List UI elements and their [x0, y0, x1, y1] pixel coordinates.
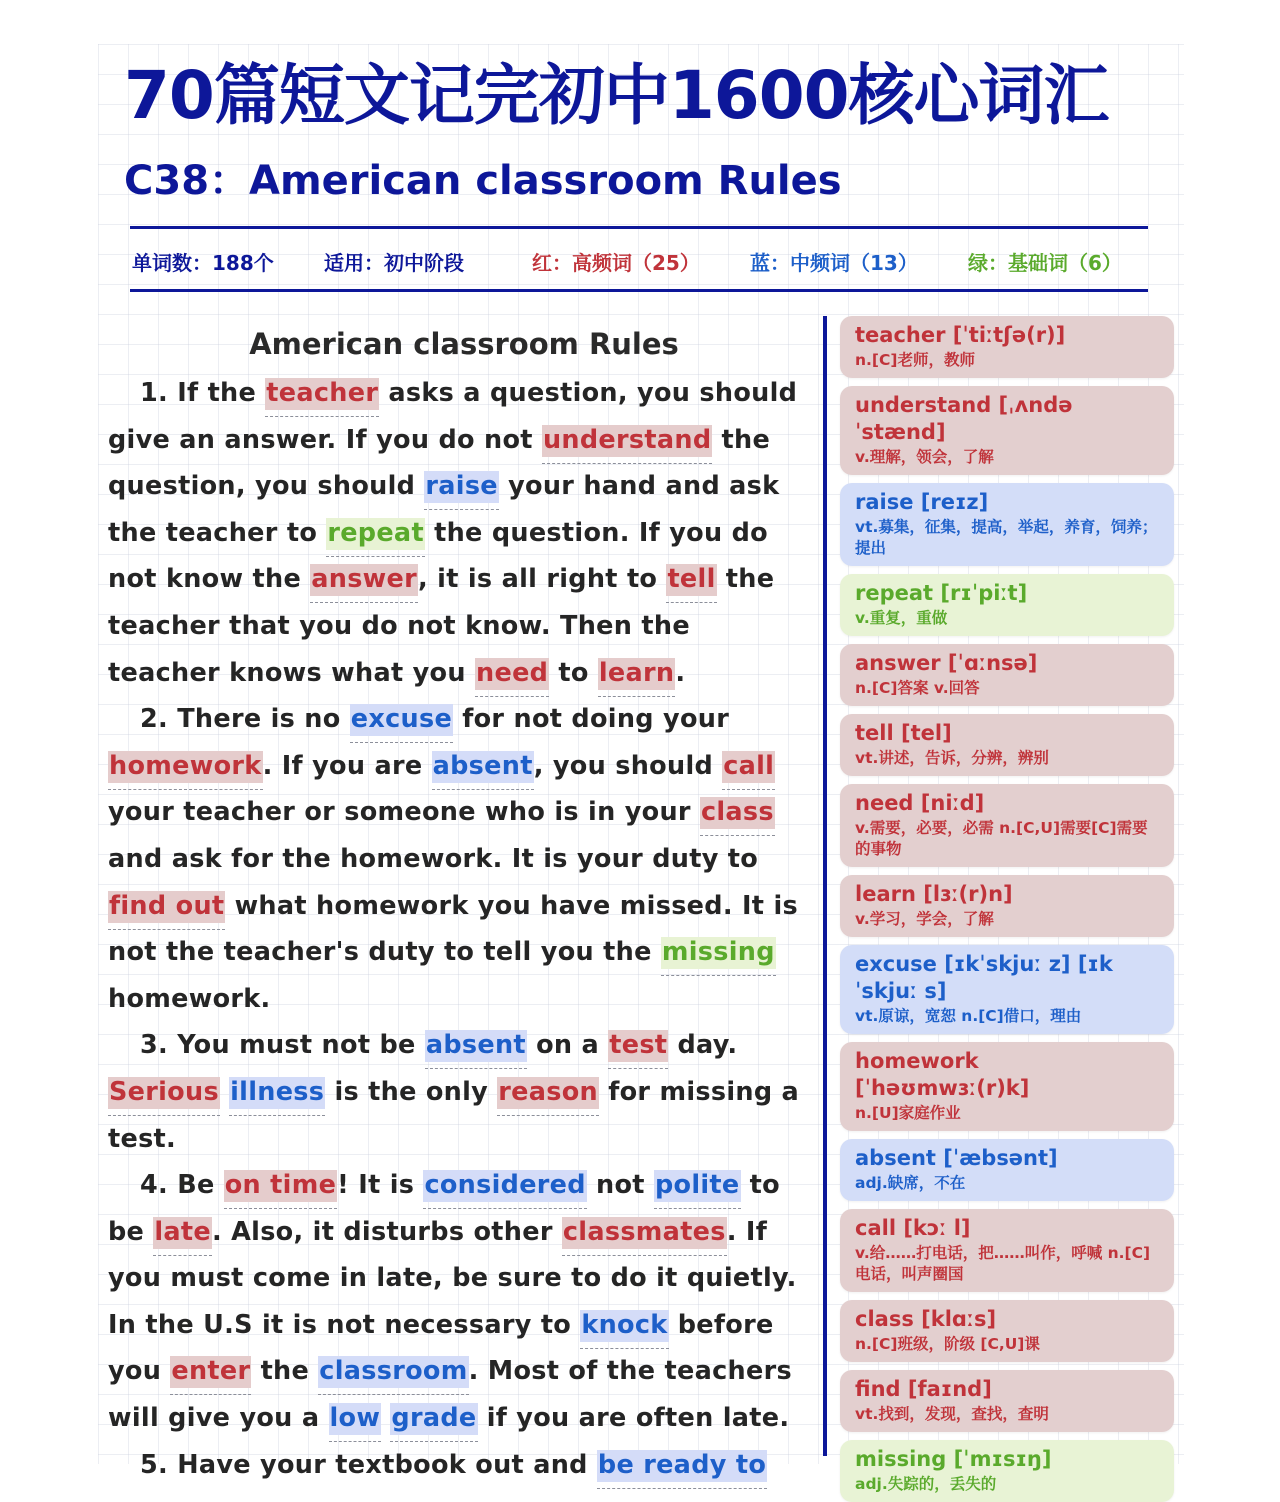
- highlighted-word: illness: [230, 1076, 325, 1107]
- article-text: and ask for the homework. It is your duty to: [108, 843, 759, 874]
- vocab-phonetic: [ˈhəʊmwɜː(r)k]: [855, 1076, 1030, 1100]
- header-divider-top: [130, 226, 1148, 229]
- article-paragraph: [108, 696, 808, 1022]
- vocab-word: homework: [855, 1049, 979, 1073]
- article-text: the question. If you do not know the: [108, 517, 768, 595]
- vocab-phonetic: [rɪˈpiːt]: [933, 581, 1028, 605]
- vocab-card-understand: [840, 386, 1174, 475]
- article-text: not: [586, 1170, 654, 1201]
- highlighted-word: late: [154, 1216, 211, 1247]
- vocab-list: [840, 316, 1174, 1502]
- vocab-card-class: [840, 1300, 1174, 1362]
- highlighted-word: homework: [109, 750, 262, 781]
- vocab-word: need: [855, 791, 914, 815]
- article-text: if you are often late.: [477, 1403, 790, 1434]
- vocab-card-find: [840, 1370, 1174, 1432]
- article-paragraph: [108, 1162, 808, 1442]
- vocab-definition: v.需要，必要，必需 n.[C,U]需要[C]需要的事物: [855, 819, 1148, 858]
- article-text: ! It is: [337, 1170, 424, 1201]
- highlighted-word: teacher: [266, 378, 379, 408]
- page-title: 70篇短文记完初中1600核心词汇: [124, 57, 1109, 134]
- highlighted-word: call: [723, 750, 775, 781]
- vocab-card-excuse: [840, 945, 1174, 1034]
- article-text: . Also, it disturbs other: [211, 1216, 562, 1247]
- highlighted-word: answer: [311, 564, 418, 595]
- legend-blue: 蓝：中频词（13）: [750, 250, 918, 275]
- vocab-headword: [855, 720, 1160, 747]
- vocab-word: teacher: [855, 323, 946, 347]
- highlighted-word: grade: [391, 1403, 477, 1434]
- article-body: [108, 370, 808, 1488]
- highlighted-word: classmates: [562, 1216, 726, 1247]
- vocab-word: repeat: [855, 581, 934, 605]
- highlighted-word: learn: [598, 657, 675, 688]
- vocab-word: absent: [855, 1146, 936, 1170]
- vocab-phonetic: [niːd]: [913, 791, 985, 815]
- vocab-definition: vt.原谅，宽恕 n.[C]借口，理由: [855, 1007, 1082, 1025]
- article-text: for missing a test.: [108, 1076, 800, 1154]
- vocab-headword: [855, 881, 1160, 908]
- vocab-phonetic: [ɪkˈskjuː z] [ɪkˈskjuː s]: [855, 952, 1113, 1003]
- vocab-headword: [855, 580, 1160, 607]
- column-divider: [823, 316, 827, 1456]
- highlighted-word: low: [329, 1403, 381, 1434]
- vocab-phonetic: [kɔː l]: [896, 1216, 971, 1240]
- vocab-definition: v.重复，重做: [855, 609, 948, 627]
- article-text: , you should: [533, 750, 723, 781]
- vocab-phonetic: [klɑːs]: [913, 1307, 997, 1331]
- highlighted-word: knock: [581, 1309, 668, 1340]
- legend-red: 红：高频词（25）: [532, 250, 700, 275]
- article-text: 1. If the: [140, 378, 266, 408]
- vocab-definition: n.[C]答案 v.回答: [855, 679, 980, 697]
- vocab-definition: n.[C]班级，阶级 [C,U]课: [855, 1335, 1040, 1353]
- highlighted-word: repeat: [327, 517, 424, 548]
- vocab-word: tell: [855, 721, 894, 745]
- article-paragraph: [108, 1022, 808, 1162]
- vocab-phonetic: [ˈɑːnsə]: [940, 651, 1038, 675]
- vocab-definition: v.学习，学会，了解: [855, 910, 994, 928]
- vocab-card-call: [840, 1209, 1174, 1292]
- article-text: your teacher or someone who is in your: [108, 797, 700, 828]
- article-text: day.: [668, 1030, 738, 1061]
- vocab-word: missing: [855, 1447, 947, 1471]
- stats-bar: [132, 246, 1122, 276]
- article-paragraph: [108, 1442, 808, 1489]
- vocab-definition: n.[C]老师，教师: [855, 351, 975, 369]
- highlighted-word: need: [476, 657, 549, 688]
- vocab-card-teacher: [840, 316, 1174, 378]
- article-text: the: [251, 1356, 319, 1387]
- highlighted-word: class: [700, 797, 774, 828]
- vocab-headword: [855, 650, 1160, 677]
- article-text: 4. Be: [140, 1170, 224, 1201]
- vocab-headword: [855, 1215, 1160, 1242]
- vocab-word: find: [855, 1377, 901, 1401]
- article-text: . If you are: [262, 750, 432, 781]
- article-text: for not doing your: [453, 704, 730, 735]
- vocab-phonetic: [ˈmɪsɪŋ]: [946, 1447, 1052, 1471]
- article-text: before you: [108, 1309, 774, 1387]
- vocab-headword: [855, 392, 1160, 446]
- highlighted-word: find out: [109, 890, 225, 921]
- highlighted-word: understand: [542, 424, 712, 455]
- vocab-headword: [855, 790, 1160, 817]
- highlighted-word: reason: [498, 1076, 599, 1107]
- article-text: on a: [526, 1030, 609, 1061]
- vocab-headword: [855, 951, 1160, 1005]
- vocab-headword: [855, 1376, 1160, 1403]
- vocab-card-answer: [840, 644, 1174, 706]
- article-text: what homework you have missed. It is not the teacher's duty to tell you the: [108, 890, 798, 968]
- highlighted-word: on time: [224, 1170, 337, 1201]
- article-text: . If you must come in late, be sure to do it quietly. In the U.S it is not necessary to: [108, 1216, 797, 1340]
- vocab-word: learn: [855, 882, 916, 906]
- lesson-subtitle: C38：American classroom Rules: [124, 158, 842, 204]
- article-text: .: [675, 657, 686, 688]
- vocab-definition: v.给……打电话，把……叫作，呼喊 n.[C]电话，叫声圈国: [855, 1244, 1151, 1283]
- vocab-definition: adj.失踪的，丢失的: [855, 1475, 997, 1493]
- vocab-card-learn: [840, 875, 1174, 937]
- vocab-phonetic: [lɜː(r)n]: [915, 882, 1013, 906]
- vocab-word: answer: [855, 651, 941, 675]
- vocab-definition: vt.讲述，告诉，分辨，辨别: [855, 749, 1049, 767]
- vocab-phonetic: [ˈæbsənt]: [935, 1146, 1058, 1170]
- vocab-card-tell: [840, 714, 1174, 776]
- vocab-card-repeat: [840, 574, 1174, 636]
- word-count: 单词数：188个: [132, 250, 274, 275]
- article-text: the teacher that you do not know. Then the teacher knows what you: [108, 564, 775, 688]
- header-divider-bottom: [130, 289, 1148, 292]
- vocab-headword: [855, 489, 1160, 516]
- vocab-headword: [855, 1048, 1160, 1102]
- article-paragraph: [108, 370, 808, 696]
- article-text: your hand and ask the teacher to: [108, 471, 780, 548]
- vocab-word: raise: [855, 490, 914, 514]
- article-text: the question, you should: [108, 424, 771, 502]
- vocab-headword: [855, 1446, 1160, 1473]
- highlighted-word: enter: [171, 1356, 251, 1387]
- article-text: 5. Have your textbook out and: [140, 1449, 597, 1480]
- article-text: . Most of the teachers will give you a: [108, 1356, 792, 1434]
- vocab-definition: adj.缺席，不在: [855, 1174, 966, 1192]
- vocab-definition: n.[U]家庭作业: [855, 1104, 961, 1122]
- article-title: American classroom Rules: [249, 327, 679, 361]
- vocab-card-need: [840, 784, 1174, 867]
- vocab-card-raise: [840, 483, 1174, 566]
- highlighted-word: missing: [661, 937, 775, 968]
- vocab-headword: [855, 1145, 1160, 1172]
- vocab-word: class: [855, 1307, 914, 1331]
- article-text: asks a question, you should give an answer. If you do not: [108, 378, 798, 455]
- highlighted-word: Serious: [109, 1076, 219, 1107]
- highlighted-word: absent: [432, 750, 533, 781]
- vocab-phonetic: [ˈtiːtʃə(r)]: [945, 323, 1066, 347]
- article-text: , it is all right to: [418, 564, 667, 595]
- article-text: homework.: [108, 983, 271, 1014]
- highlighted-word: excuse: [350, 704, 453, 735]
- vocab-word: understand: [855, 393, 992, 417]
- vocab-word: call: [855, 1216, 897, 1240]
- vocab-card-absent: [840, 1139, 1174, 1201]
- vocab-word: excuse: [855, 952, 937, 976]
- legend-green: 绿：基础词（6）: [968, 250, 1122, 275]
- article-text: 3. You must not be: [140, 1030, 425, 1061]
- highlighted-word: polite: [654, 1170, 740, 1201]
- highlighted-word: raise: [425, 471, 498, 502]
- level-label: 适用：初中阶段: [324, 250, 464, 275]
- highlighted-word: test: [609, 1030, 668, 1061]
- vocab-phonetic: [faɪnd]: [900, 1377, 992, 1401]
- article-text: 2. There is no: [140, 704, 350, 735]
- article-text: to be: [108, 1170, 780, 1247]
- vocab-card-missing: [840, 1440, 1174, 1502]
- highlighted-word: tell: [667, 564, 716, 595]
- highlighted-word: considered: [424, 1170, 586, 1201]
- article-text: to: [549, 657, 598, 688]
- vocab-phonetic: [reɪz]: [913, 490, 989, 514]
- vocab-definition: vt.找到，发现，查找，查明: [855, 1405, 1049, 1423]
- vocab-phonetic: [ˌʌndəˈstænd]: [855, 393, 1073, 444]
- vocab-phonetic: [tel]: [893, 721, 952, 745]
- highlighted-word: classroom: [319, 1356, 468, 1387]
- highlighted-word: be ready to: [597, 1449, 767, 1480]
- article-text: is the only: [325, 1076, 498, 1107]
- vocab-headword: [855, 322, 1160, 349]
- vocab-definition: v.理解，领会，了解: [855, 448, 994, 466]
- vocab-definition: vt.募集，征集，提高，举起，养育，饲养；提出: [855, 518, 1158, 557]
- highlighted-word: absent: [425, 1030, 526, 1061]
- vocab-headword: [855, 1306, 1160, 1333]
- vocab-card-homework: [840, 1042, 1174, 1131]
- article-text: [220, 1077, 229, 1107]
